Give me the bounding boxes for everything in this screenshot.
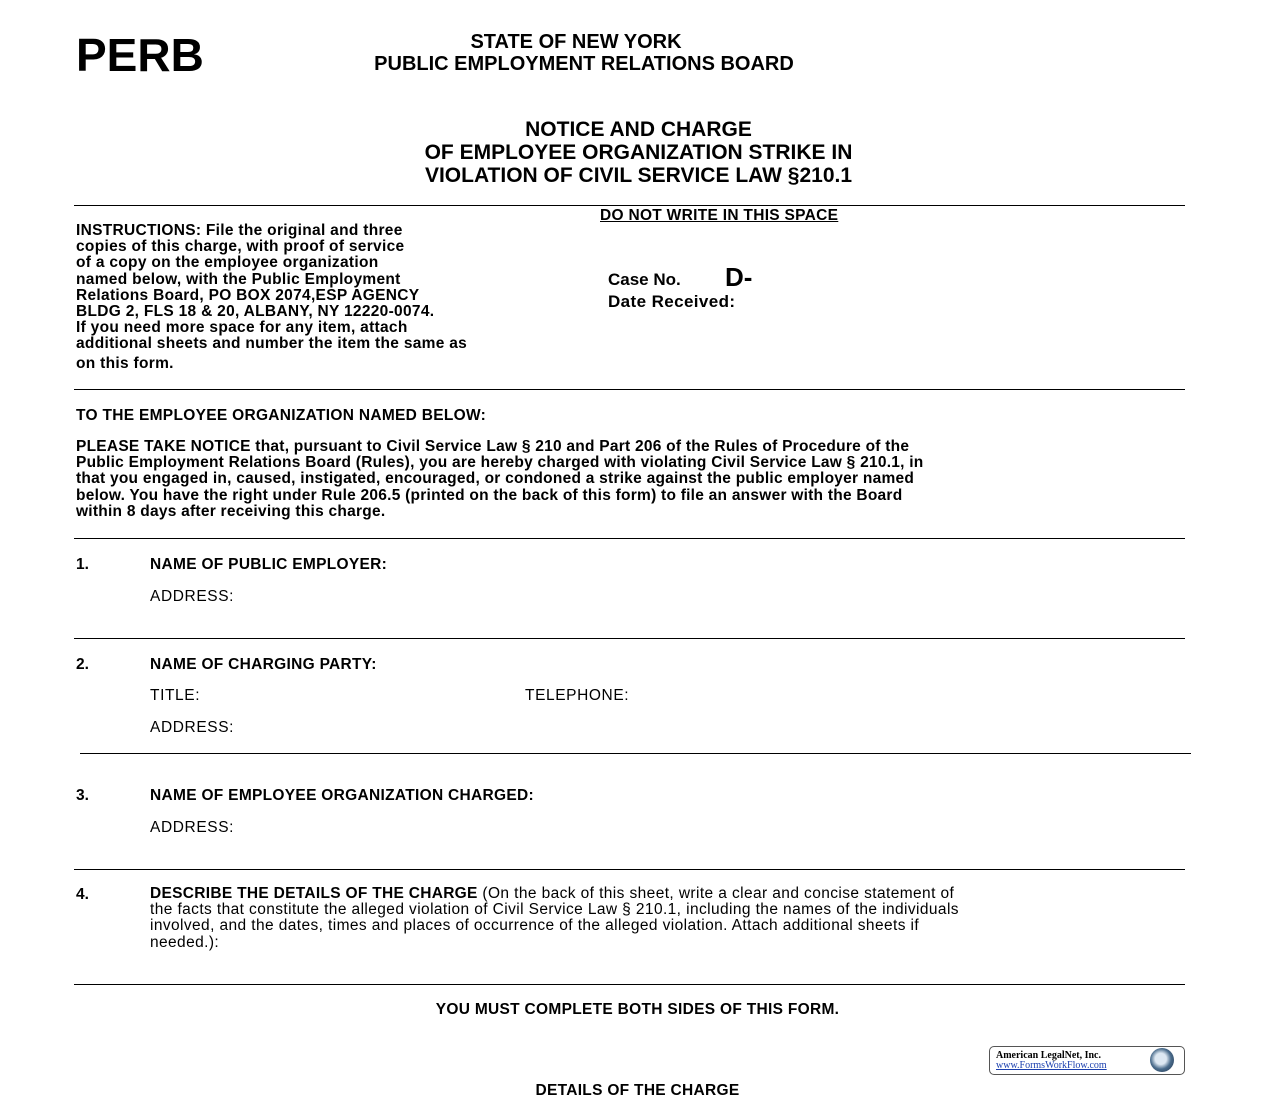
divider (74, 869, 1185, 870)
item-4-number: 4. (76, 886, 89, 903)
instructions-line: copies of this charge, with proof of service (76, 238, 405, 256)
date-received-label: Date Received: (608, 292, 736, 311)
complete-both-sides-notice: YOU MUST COMPLETE BOTH SIDES OF THIS FORM. (435, 1001, 840, 1018)
perb-logo: PERB (76, 29, 204, 81)
employer-address-label[interactable]: ADDRESS: (150, 588, 235, 605)
notice-addressee: TO THE EMPLOYEE ORGANIZATION NAMED BELOW: (76, 407, 487, 424)
instructions-line: of a copy on the employee organization (76, 254, 379, 272)
state-heading: STATE OF NEW YORK (470, 31, 682, 53)
divider (80, 753, 1191, 754)
item-3-number: 3. (76, 787, 89, 804)
badge-company-name: American LegalNet, Inc. (996, 1050, 1101, 1061)
title-line: VIOLATION OF CIVIL SERVICE LAW §210.1 (424, 164, 853, 187)
divider (74, 984, 1185, 985)
instructions-line: INSTRUCTIONS: File the original and three (76, 222, 403, 239)
charge-details-line: involved, and the dates, times and places of occurrence of the alleged violation. Attach additional sheets if (150, 917, 920, 935)
instructions-line: If you need more space for any item, attach (76, 319, 408, 337)
notice-line: within 8 days after receiving this charge. (76, 502, 386, 520)
badge-url[interactable]: www.FormsWorkFlow.com (996, 1060, 1107, 1071)
instructions (76, 223, 467, 372)
board-heading: PUBLIC EMPLOYMENT RELATIONS BOARD (374, 53, 794, 75)
office-use-heading: DO NOT WRITE IN THIS SPACE (600, 207, 839, 224)
divider (74, 389, 1185, 390)
charge-details-line: the facts that constitute the alleged violation of Civil Service Law § 210.1, including the names of the individuals (150, 901, 959, 919)
notice-line: PLEASE TAKE NOTICE that, pursuant to Civil Service Law § 210 and Part 206 of the Rules of Procedure of the (76, 438, 910, 455)
divider (74, 638, 1185, 639)
instructions-line: BLDG 2, FLS 18 & 20, ALBANY, NY 12220-0074. (76, 303, 435, 321)
title-label[interactable]: TITLE: (150, 687, 201, 704)
title-line: NOTICE AND CHARGE (525, 118, 752, 141)
instructions-line: additional sheets and number the item the same as (76, 335, 468, 353)
notice-line: that you engaged in, caused, instigated, encouraged, or condoned a strike against the public employer named (76, 470, 915, 488)
charge-details-line: needed.): (150, 933, 220, 951)
notice-line: below. You have the right under Rule 206.5 (printed on the back of this form) to file an answer with the Board (76, 486, 903, 504)
organization-address-label[interactable]: ADDRESS: (150, 819, 235, 836)
case-no-prefix[interactable]: D- (725, 262, 753, 292)
globe-icon (1150, 1048, 1174, 1072)
divider (74, 538, 1185, 539)
item-1-number: 1. (76, 556, 89, 573)
notice-line: Public Employment Relations Board (Rules), you are hereby charged with violating Civil Service Law § 210.1, in (76, 454, 924, 472)
item-2-number: 2. (76, 656, 89, 673)
charging-party-address-label[interactable]: ADDRESS: (150, 719, 235, 736)
american-legalnet-badge[interactable] (989, 1046, 1185, 1075)
instructions-line: named below, with the Public Employment (76, 270, 401, 288)
notice-text (76, 439, 924, 520)
case-no-label: Case No. (608, 270, 681, 289)
public-employer-label[interactable]: NAME OF PUBLIC EMPLOYER: (150, 556, 388, 573)
instructions-line: Relations Board, PO BOX 2074,ESP AGENCY (76, 286, 420, 304)
charging-party-label[interactable]: NAME OF CHARGING PARTY: (150, 656, 377, 673)
charge-details-description (150, 886, 959, 951)
charge-details-label: DESCRIBE THE DETAILS OF THE CHARGE (150, 885, 478, 902)
title-line: OF EMPLOYEE ORGANIZATION STRIKE IN (424, 141, 853, 164)
form-title (0, 118, 1275, 187)
charge-details-line: (On the back of this sheet, write a clear and concise statement of (477, 885, 955, 902)
divider (74, 205, 1185, 206)
employee-organization-label[interactable]: NAME OF EMPLOYEE ORGANIZATION CHARGED: (150, 787, 534, 804)
instructions-line: on this form. (76, 354, 174, 372)
telephone-label[interactable]: TELEPHONE: (525, 687, 630, 704)
details-of-charge-heading: DETAILS OF THE CHARGE (535, 1082, 740, 1099)
